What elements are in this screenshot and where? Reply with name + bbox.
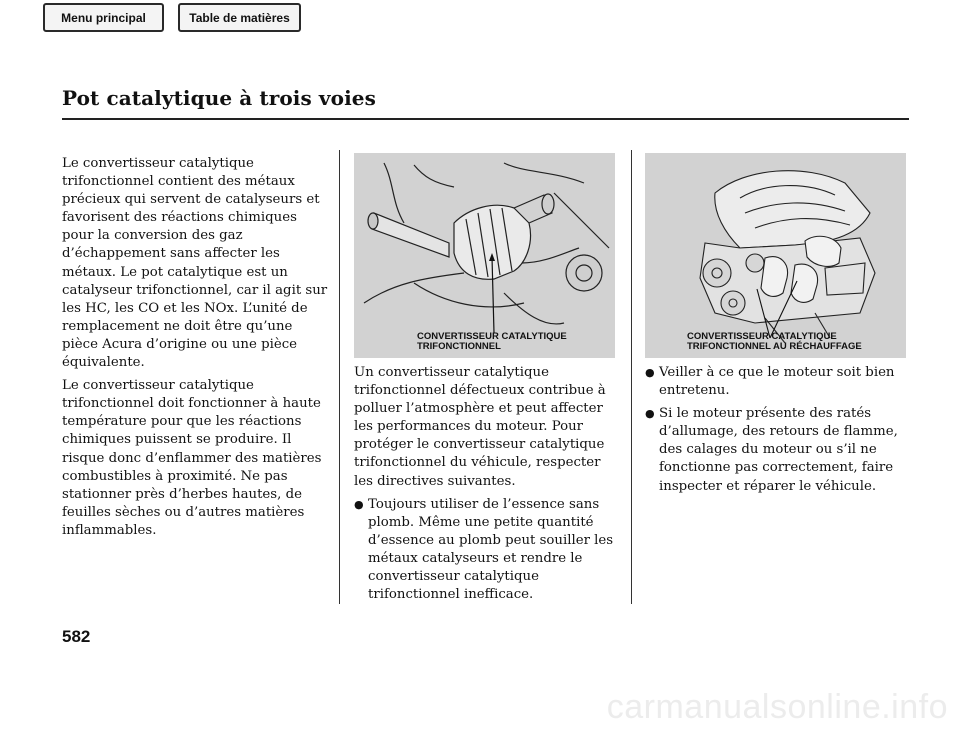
bullet-icon: ● bbox=[354, 497, 364, 511]
table-of-contents-button[interactable]: Table de matières bbox=[178, 3, 301, 32]
column-divider-1 bbox=[339, 150, 340, 604]
figure-caption: CONVERTISSEUR CATALYTIQUE TRIFONCTIONNEL bbox=[417, 331, 567, 352]
title-divider bbox=[62, 118, 909, 120]
warmup-catalytic-converter-figure bbox=[645, 153, 906, 358]
list-item: ● Toujours utiliser de l’essence sans plomb. Même une petite quantité d’essence au plomb peut souiller les métaux catalyseurs et rendre le convertisseur catalytique trifonctionnel inefficace. bbox=[354, 496, 614, 603]
column-divider-2 bbox=[631, 150, 632, 604]
watermark: carmanualsonline.info bbox=[606, 688, 948, 726]
list-item: ● Veiller à ce que le moteur soit bien entretenu. bbox=[645, 365, 895, 399]
list-item: ● Si le moteur présente des ratés d’allumage, des retours de flamme, des calages du moteur ou s’il ne fonctionne pas correctement, faire inspecter et réparer le véhicule. bbox=[645, 406, 898, 494]
column-3-text bbox=[645, 364, 911, 501]
bullet-icon: ● bbox=[645, 407, 655, 421]
column-1-text bbox=[62, 155, 328, 545]
catalytic-converter-figure bbox=[354, 153, 615, 358]
main-menu-button[interactable]: Menu principal bbox=[43, 3, 164, 32]
bullet-icon: ● bbox=[645, 366, 655, 379]
paragraph: Un convertisseur catalytique trifonctionnel défectueux contribue à polluer l’atmosphère et peut affecter les performances du moteur. Pour protéger le convertisseur catalytique trifonctionnel du véhicule, respecter les directives suivantes. bbox=[354, 365, 606, 489]
underbody-illustration bbox=[354, 153, 615, 358]
figure-caption: CONVERTISSEUR CATALYTIQUE TRIFONCTIONNEL AU RÉCHAUFFAGE bbox=[687, 331, 862, 352]
paragraph: Le convertisseur catalytique trifonctionnel doit fonctionner à haute température pour que les réactions chimiques puissent se produire. Il risque donc d’enflammer des matières combustibles à proximité. Ne pas stationner près d’herbes hautes, de feuilles sèches ou d’autres matières inflammables. bbox=[62, 378, 322, 538]
page-title: Pot catalytique à trois voies bbox=[62, 86, 376, 110]
bullet-list bbox=[354, 496, 619, 605]
bullet-list bbox=[645, 364, 911, 496]
page-number: 582 bbox=[62, 627, 91, 646]
column-2-text bbox=[354, 364, 619, 609]
engine-illustration bbox=[645, 153, 906, 358]
paragraph: Le convertisseur catalytique trifonctionnel contient des métaux précieux qui servent de catalyseurs et favorisent des réactions chimiques pour la conversion des gaz d’échappement sans affecter les métaux. Le pot catalytique est un catalyseur trifonctionnel, car il agit sur les HC, les CO et les NOx. L’unité de remplacement ne doit être qu’une pièce Acura d’origine ou une pièce équivalente. bbox=[62, 156, 328, 371]
